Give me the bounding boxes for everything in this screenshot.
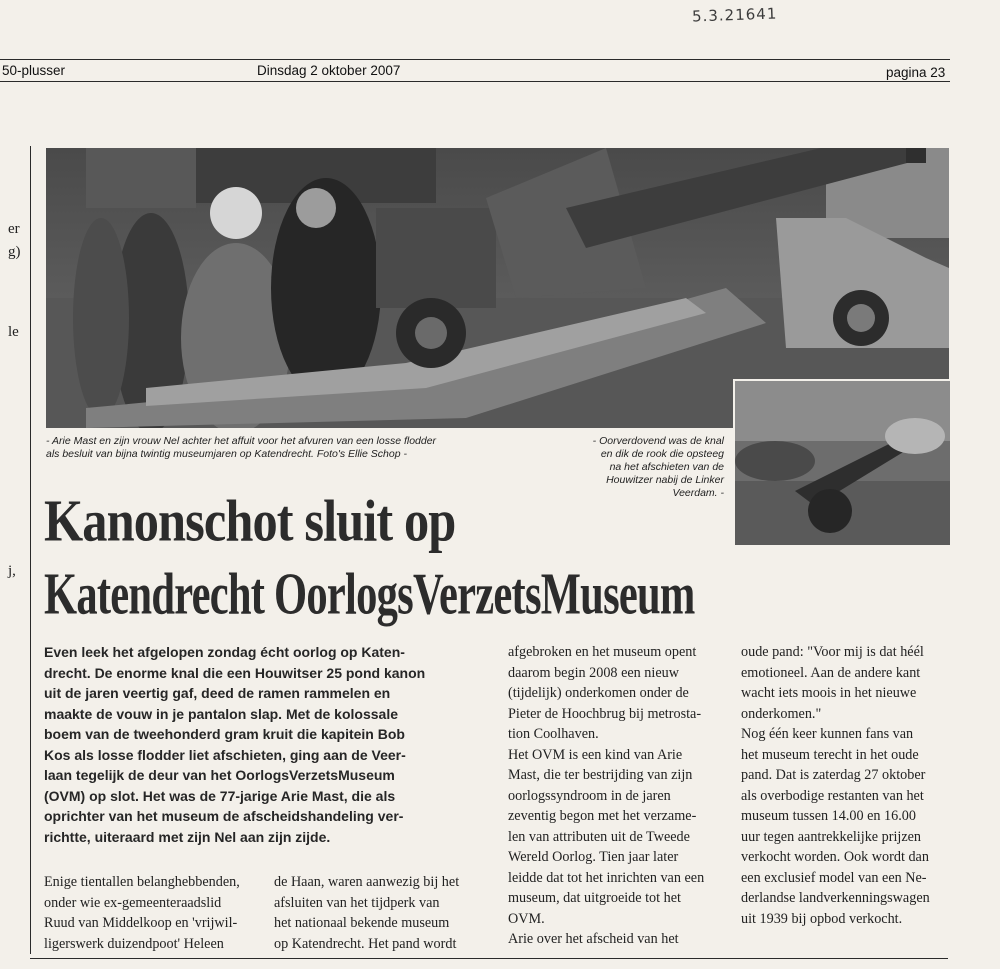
lead-line: richtte, uiteraard met zijn Nel aan zijn zijde. [44, 828, 331, 845]
caption-line: - Arie Mast en zijn vrouw Nel achter het affuit voor het afvuren van een losse flodder [46, 435, 437, 447]
body-line: het nationaal bekende museum [274, 915, 450, 931]
body-line: verkocht worden. Ook wordt dan [741, 849, 929, 865]
body-line: Nog één keer kunnen fans van [741, 726, 914, 742]
body-line: onderkomen." [741, 705, 822, 722]
publication-date: Dinsdag 2 oktober 2007 [257, 63, 401, 78]
header-bottom-rule [0, 81, 950, 82]
body-line: uit 1939 bij opbod verkocht. [741, 910, 903, 927]
lead-line: laan tegelijk de deur van het OorlogsVerzetsMuseum [44, 767, 395, 783]
body-line: museum tussen 14.00 en 16.00 [741, 808, 916, 824]
main-photo-caption [46, 435, 436, 461]
body-line: pand. Dat is zaterdag 27 oktober [741, 767, 926, 783]
edge-fragment-1: er [8, 221, 20, 237]
caption-line: - Oorverdovend was de knal [592, 435, 724, 447]
body-line: leidde dat tot het inrichten van een [508, 869, 705, 886]
body-line: ligerswerk duizendpoot' Heleen [44, 935, 224, 952]
body-line: uur tegen aantrekkelijke prijzen [741, 828, 922, 845]
body-line: derlandse landverkenningswagen [741, 890, 930, 906]
body-line: afgebroken en het museum opent [508, 644, 697, 660]
lead-line: maakte de vouw in je pantalon slap. Met de kolossale [44, 705, 398, 722]
header-top-rule [0, 59, 950, 60]
body-line: Ruud van Middelkoop en 'vrijwil- [44, 915, 238, 931]
inset-photo-caption [592, 435, 724, 500]
body-line: Arie over het afscheid van het [508, 931, 679, 947]
page-number: pagina 23 [886, 65, 946, 80]
edge-fragment-2: g) [8, 244, 21, 260]
section-name: 50-plusser [2, 63, 66, 78]
body-line: onder wie ex-gemeenteraadslid [44, 894, 222, 911]
caption-line: Houwitzer nabij de Linker [606, 474, 724, 486]
headline-line-2: Katendrecht OorlogsVerzetsMuseum [44, 561, 695, 628]
body-line: Enige tientallen belanghebbenden, [44, 874, 240, 890]
edge-fragment-4: j, [8, 563, 16, 579]
lead-line: uit de jaren veertig gaf, deed de ramen rammelen en [44, 685, 391, 701]
body-line: het museum terecht in het oude [741, 746, 919, 763]
body-line: een exclusief model van een Ne- [741, 869, 927, 886]
body-line: daarom begin 2008 een nieuw [508, 664, 679, 681]
howitzer-smoke-illustration [735, 381, 950, 545]
body-line: emotioneel. Aan de andere kant [741, 664, 921, 681]
lead-paragraph [44, 642, 425, 847]
lead-line: boem van de tweehonderd gram kruit die kapitein Bob [44, 726, 405, 742]
body-line: Mast, die ter bestrijding van zijn [508, 767, 693, 783]
body-column-1 [44, 872, 240, 954]
caption-line: na het afschieten van de [609, 461, 724, 473]
body-line: (tijdelijk) onderkomen onder de [508, 685, 689, 701]
body-column-4 [741, 642, 930, 929]
lead-line: Even leek het afgelopen zondag écht oorlog op Katen- [44, 644, 405, 660]
edge-fragment-3: le [8, 324, 19, 340]
inset-photo [733, 379, 952, 547]
body-line: wacht iets moois in het nieuwe [741, 685, 917, 701]
lead-line: (OVM) op slot. Het was de 77-jarige Arie Mast, die als [44, 787, 396, 804]
body-column-3 [508, 642, 704, 950]
left-frame-rule [30, 146, 31, 954]
body-line: zeventig begon met het verzame- [508, 808, 697, 824]
caption-line: en dik de rook die opsteeg [600, 448, 724, 460]
lead-line: Kos als losse flodder liet afschieten, ging aan de Veer- [44, 746, 406, 763]
archive-annotation: 5.3.21641 [691, 4, 778, 26]
body-line: Pieter de Hoochbrug bij metrosta- [508, 705, 702, 722]
body-line: Wereld Oorlog. Tien jaar later [508, 849, 679, 865]
body-line: afsluiten van het tijdperk van [274, 894, 440, 911]
body-line: tion Coolhaven. [508, 726, 599, 742]
body-line: len van attributen uit de Tweede [508, 828, 690, 845]
body-line: OVM. [508, 910, 545, 927]
body-line: museum, dat uitgroeide tot het [508, 890, 681, 906]
lead-line: oprichter van het museum de afscheidshandeling ver- [44, 808, 404, 824]
body-line: op Katendrecht. Het pand wordt [274, 935, 457, 952]
headline-line-1: Kanonschot sluit op [44, 488, 456, 555]
body-line: de Haan, waren aanwezig bij het [274, 874, 460, 890]
footer-rule [30, 958, 948, 959]
body-line: als overbodige restanten van het [741, 787, 924, 804]
lead-line: drecht. De enorme knal die een Houwitser 25 pond kanon [44, 664, 426, 681]
body-line: Het OVM is een kind van Arie [508, 746, 683, 763]
caption-line: Veerdam. - [672, 487, 724, 499]
body-column-2 [274, 872, 459, 954]
body-line: oude pand: "Voor mij is dat héél [741, 644, 924, 660]
caption-line: als besluit van bijna twintig museumjaren op Katendrecht. Foto's Ellie Schop - [46, 448, 407, 460]
body-line: oorlogssyndroom in de jaren [508, 787, 671, 804]
